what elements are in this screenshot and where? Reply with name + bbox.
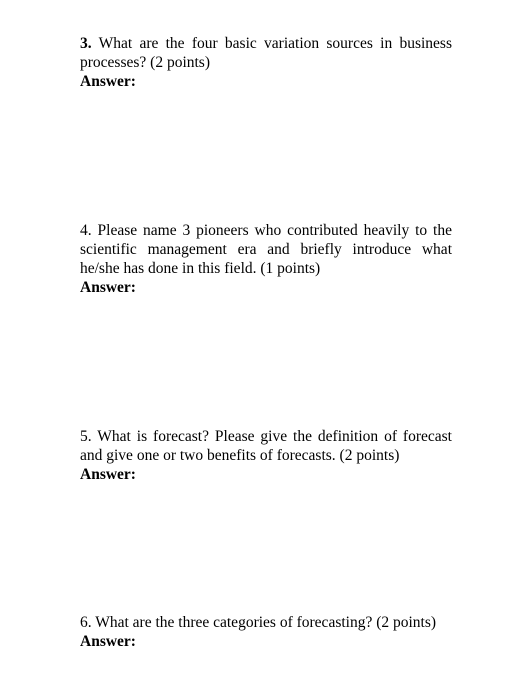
question-3 [80, 34, 452, 91]
question-4 [80, 221, 452, 297]
question-5 [80, 427, 452, 484]
question-4-text: 4. Please name 3 pioneers who contributed heavily to the scientific management era and briefly introduce what he/she has done in this field. (1 points) [80, 222, 452, 277]
question-3-text-block [80, 34, 452, 72]
question-3-answer-label: Answer: [80, 73, 136, 90]
question-3-number: 3. [80, 35, 92, 52]
question-4-answer-label: Answer: [80, 279, 136, 296]
question-6-answer-label: Answer: [80, 633, 136, 650]
question-5-text: 5. What is forecast? Please give the definition of forecast and give one or two benefits of forecasts. (2 points) [80, 428, 452, 464]
question-3-text: What are the four basic variation sources in business processes? (2 points) [80, 35, 452, 71]
question-6 [80, 613, 452, 651]
question-6-text: 6. What are the three categories of forecasting? (2 points) [80, 614, 437, 631]
question-5-answer-label: Answer: [80, 466, 136, 483]
